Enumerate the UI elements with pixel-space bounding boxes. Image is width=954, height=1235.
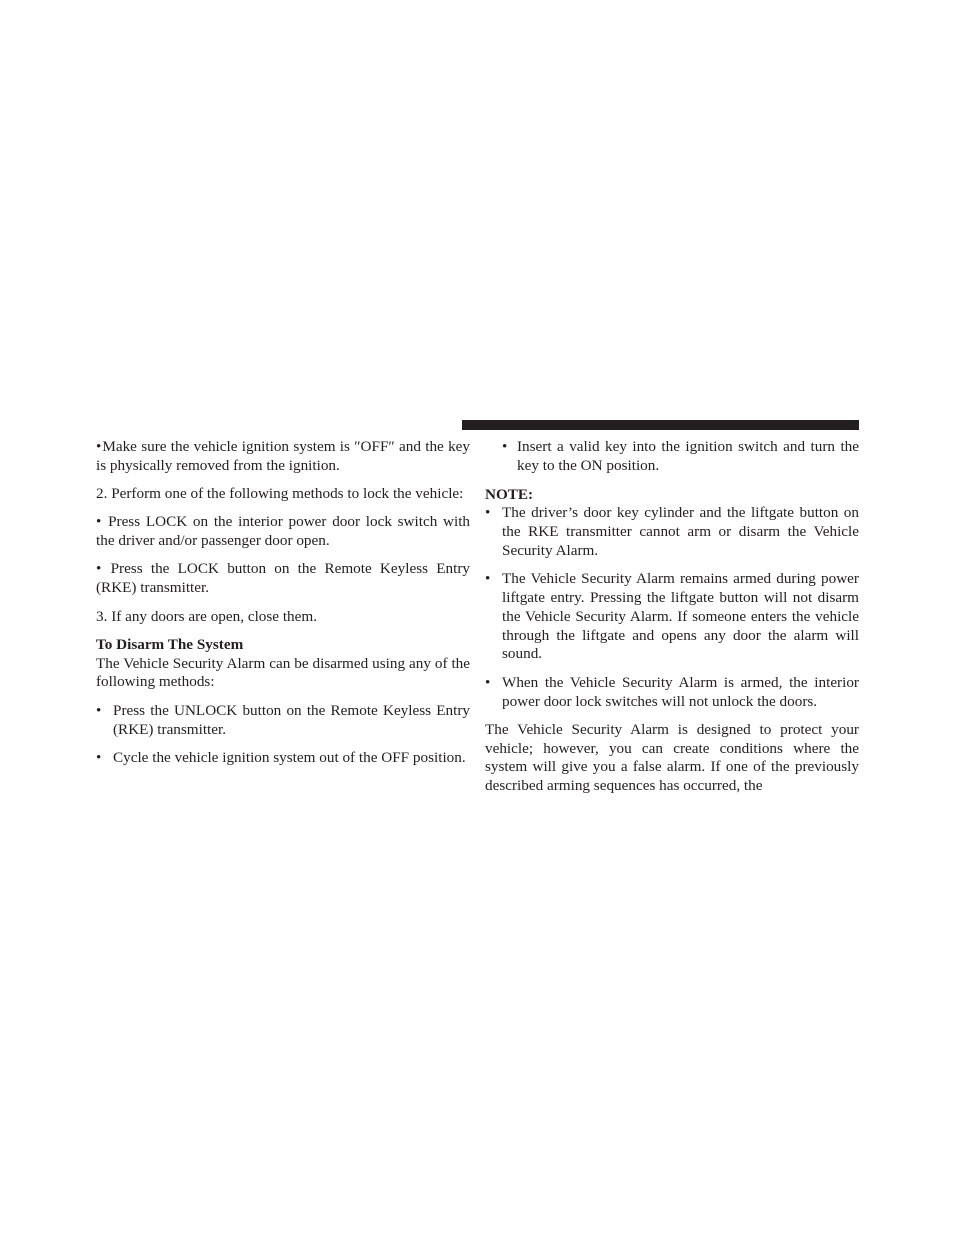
list-item-text: The Vehicle Security Alarm remains armed during power liftgate entry. Pressing the liftgate button will not disarm the Vehicle Security Alarm. If someone enters the vehicle through the liftgate and opens any door the alarm will sound. [502, 570, 859, 663]
disarm-intro: The Vehicle Security Alarm can be disarmed using any of the following methods: [96, 654, 470, 691]
rke-lock-instruction [96, 560, 470, 598]
bullet-marker: • [96, 560, 102, 578]
list-item-text: Insert a valid key into the ignition switch and turn the key to the ON position. [517, 438, 859, 474]
bullet-marker: • [96, 701, 102, 719]
closing-paragraph: The Vehicle Security Alarm is designed to protect your vehicle; however, you can create conditions where the system will give you a false alarm. If one of the previously described arming sequences has occurred, the [485, 720, 859, 795]
list-item [96, 702, 470, 740]
lock-switch-instruction [96, 513, 470, 551]
bullet-marker: • [502, 438, 508, 455]
list-item [96, 749, 470, 768]
note-label: NOTE: [485, 485, 534, 503]
left-column [96, 438, 470, 777]
list-item-text: The driver’s door key cylinder and the liftgate button on the RKE transmitter cannot arm or disarm the Vehicle Security Alarm. [502, 504, 859, 559]
list-item [485, 504, 859, 560]
ignition-off-text: Make sure the vehicle ignition system is ″OFF″ and the key is physically removed from the ignition. [96, 438, 470, 474]
right-column [485, 438, 859, 806]
rke-lock-text: Press the LOCK button on the Remote Keyless Entry (RKE) transmitter. [96, 560, 470, 597]
list-item [485, 438, 859, 476]
bullet-marker: • [96, 513, 102, 531]
bullet-marker: • [96, 748, 102, 766]
list-item-text: Press the UNLOCK button on the Remote Keyless Entry (RKE) transmitter. [113, 701, 470, 738]
disarm-heading: To Disarm The System [96, 635, 244, 653]
bullet-marker: • [96, 438, 102, 455]
lock-switch-text: Press LOCK on the interior power door lock switch with the driver and/or passenger door open. [96, 513, 471, 550]
list-item-text: Cycle the vehicle ignition system out of the OFF position. [113, 748, 466, 766]
step-2-text: 2. Perform one of the following methods to lock the vehicle: [96, 485, 464, 503]
bullet-marker: • [485, 570, 491, 588]
ignition-off-instruction [96, 438, 470, 476]
bullet-marker: • [485, 673, 491, 691]
list-item [485, 570, 859, 664]
list-item-text: When the Vehicle Security Alarm is armed, the interior power door lock switches will not unlock the doors. [502, 673, 859, 710]
section-header-bar [462, 420, 859, 430]
list-item [485, 674, 859, 712]
bullet-marker: • [485, 504, 491, 522]
step-3-text: 3. If any doors are open, close them. [96, 607, 317, 625]
